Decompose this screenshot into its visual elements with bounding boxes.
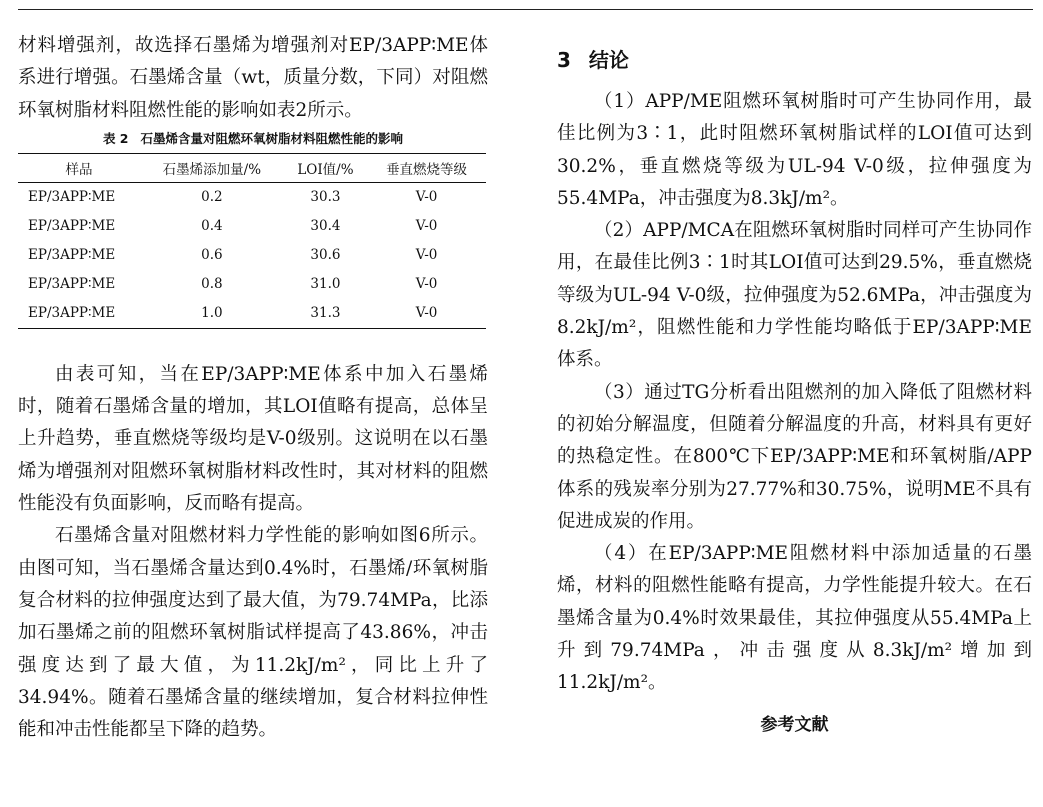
table-row xyxy=(18,299,486,329)
references-heading: 参考文献 xyxy=(760,714,829,735)
analysis-paragraph: 由表可知，当在EP/3APP∶ME体系中加入石墨烯时，随着石墨烯含量的增加，其LOI值略有提高，总体呈上升趋势，垂直燃烧等级均是V-0级别。这说明在以石墨烯为增强剂对阻燃环氧树脂材料改性时，其对材料的阻燃性能没有负面影响，反而略有提高。 xyxy=(18,363,488,515)
cell-sample: EP/3APP∶ME xyxy=(18,299,140,329)
mechanical-properties-paragraph: 石墨烯含量对阻燃材料力学性能的影响如图6所示。由图可知，当石墨烯含量达到0.4%时，石墨烯/环氧树脂复合材料的拉伸强度达到了最大值，为79.74MPa，比添加石墨烯之前的阻燃环氧树脂试样提高了43.86%，冲击强度达到了最大值，为11.2kJ/m²，同比上升了34.94%。随着石墨烯含量的继续增加，复合材料拉伸性能和冲击性能都呈下降的趋势。 xyxy=(18,525,488,741)
cell-graphene-amount: 0.6 xyxy=(201,247,223,264)
cell-graphene-amount: 0.4 xyxy=(201,218,223,235)
cell-graphene-amount: 1.0 xyxy=(140,299,284,329)
conclusion-item: （4）在EP/3APP∶ME阻燃材料中添加适量的石墨烯，材料的阻燃性能略有提高，力学性能提升较大。在石墨烯含量为0.4%时效果最佳，其拉伸强度从55.4MPa上升到79.74MPa，冲击强度从8.3kJ/m²增加到11.2kJ/m²。 xyxy=(557,543,1032,694)
table-row xyxy=(18,270,486,299)
section-heading xyxy=(557,42,1032,78)
header-loi: LOI值/% xyxy=(284,153,367,182)
header-graphene-amount: 石墨烯添加量/% xyxy=(140,153,284,182)
section-number: 3 xyxy=(557,48,571,72)
flame-retardancy-table xyxy=(18,153,486,329)
table-row xyxy=(18,241,486,270)
table-row xyxy=(18,182,486,212)
cell-loi: 30.3 xyxy=(310,189,341,206)
header-vertical-burning: 垂直燃烧等级 xyxy=(367,153,486,182)
section-title: 结论 xyxy=(588,48,629,72)
conclusion-item: （1）APP/ME阻燃环氧树脂时可产生协同作用，最佳比例为3∶1，此时阻燃环氧树脂试样的LOI值可达到30.2%，垂直燃烧等级为UL-94 V-0级，拉伸强度为55.4MPa，冲击强度为8.3kJ/m²。 xyxy=(557,91,1032,209)
table-header-row xyxy=(18,153,486,182)
cell-sample: EP/3APP∶ME xyxy=(28,189,116,206)
table-row xyxy=(18,212,486,241)
cell-vertical-burning: V-0 xyxy=(367,299,486,329)
cell-sample: EP/3APP∶ME xyxy=(28,247,116,264)
cell-loi: 30.4 xyxy=(310,218,341,235)
cell-vertical-burning: V-0 xyxy=(415,189,438,206)
cell-sample: EP/3APP∶ME xyxy=(28,276,116,293)
cell-graphene-amount: 0.2 xyxy=(201,189,223,206)
cell-vertical-burning: V-0 xyxy=(415,218,438,235)
cell-vertical-burning: V-0 xyxy=(415,276,438,293)
left-column xyxy=(18,30,488,746)
header-rule xyxy=(18,9,1033,10)
header-sample: 样品 xyxy=(18,153,140,182)
table-caption xyxy=(18,130,488,148)
cell-loi: 31.3 xyxy=(284,299,367,329)
cell-sample: EP/3APP∶ME xyxy=(28,218,116,235)
conclusion-item: （3）通过TG分析看出阻燃剂的加入降低了阻燃材料的初始分解温度，但随着分解温度的升高，材料具有更好的热稳定性。在800℃下EP/3APP∶ME和环氧树脂/APP体系的残炭率分别为27.77%和30.75%，说明ME不具有促进成炭的作用。 xyxy=(557,381,1032,532)
cell-loi: 30.6 xyxy=(310,247,341,264)
cell-graphene-amount: 0.8 xyxy=(201,276,223,293)
cell-vertical-burning: V-0 xyxy=(415,247,438,264)
table-label: 表 2 xyxy=(102,130,129,146)
table-title: 石墨烯含量对阻燃环氧树脂材料阻燃性能的影响 xyxy=(140,130,404,146)
conclusion-item: （2）APP/MCA在阻燃环氧树脂时同样可产生协同作用，在最佳比例3∶1时其LOI值可达到29.5%，垂直燃烧等级为UL-94 V-0级，拉伸强度为52.6MPa，冲击强度为8.2kJ/m²，阻燃性能和力学性能均略低于EP/3APP∶ME体系。 xyxy=(557,220,1032,371)
cell-loi: 31.0 xyxy=(310,276,341,293)
intro-paragraph: 材料增强剂，故选择石墨烯为增强剂对EP/3APP∶ME体系进行增强。石墨烯含量（wt，质量分数，下同）对阻燃环氧树脂材料阻燃性能的影响如表2所示。 xyxy=(18,35,488,121)
right-column xyxy=(557,30,1032,740)
